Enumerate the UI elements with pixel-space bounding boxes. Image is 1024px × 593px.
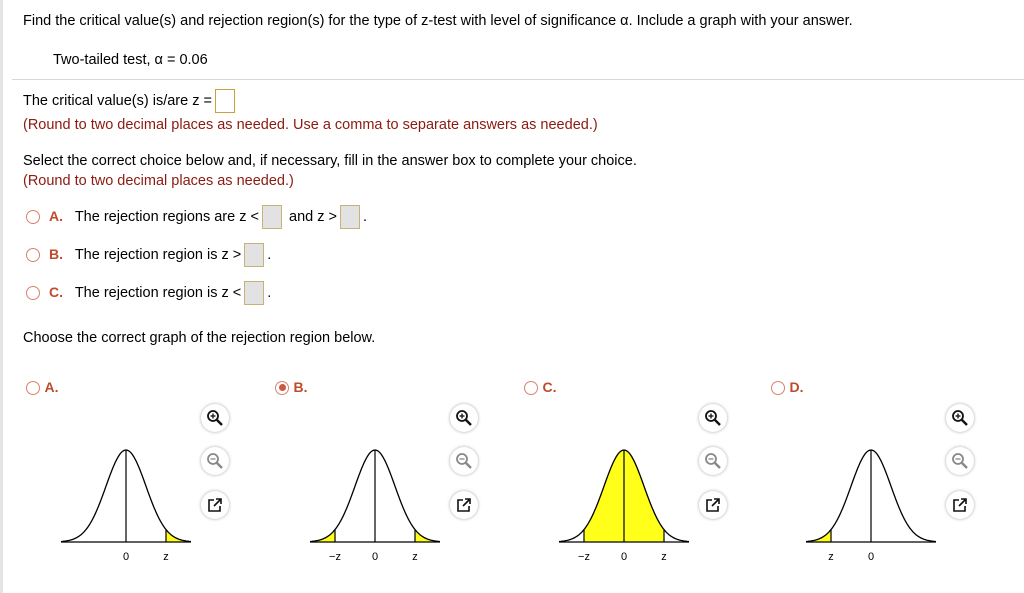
zoom-out-icon — [951, 452, 969, 470]
choice-a-letter: A. — [49, 207, 64, 224]
graph-d-letter: D. — [789, 379, 804, 395]
choice-c-radio[interactable] — [26, 286, 40, 300]
graph-option-b[interactable] — [275, 379, 307, 397]
open-new-window-icon — [456, 497, 472, 513]
divider — [12, 79, 1024, 80]
choice-a[interactable] — [26, 205, 367, 229]
graph-c-radio[interactable] — [524, 381, 538, 395]
period: . — [267, 246, 272, 263]
graph-d-tick-label: 0 — [867, 551, 875, 563]
graph-b-zoom-in-button[interactable] — [450, 404, 478, 432]
zoom-in-icon — [206, 409, 224, 427]
rejection-region — [310, 530, 335, 543]
rejection-region — [166, 530, 191, 543]
normal-curve — [310, 450, 440, 542]
question-text: Find the critical value(s) and rejection region(s) for the type of z-test with level of significance α. Include a graph with your answer. — [23, 13, 853, 29]
normal-curve — [806, 450, 936, 542]
open-new-window-icon — [705, 497, 721, 513]
rejection-region — [806, 530, 831, 543]
zoom-in-icon — [455, 409, 473, 427]
normal-curve — [559, 450, 689, 542]
graph-d-zoom-out-button[interactable] — [946, 447, 974, 475]
rejection-region — [415, 530, 440, 543]
graph-a-tick-label: z — [163, 551, 169, 563]
graph-option-c[interactable] — [524, 379, 556, 397]
graph-a-letter: A. — [44, 379, 59, 395]
graph-d-open-new-window-button[interactable] — [946, 491, 974, 519]
choice-c-input[interactable] — [244, 281, 264, 305]
choice-a-input-2[interactable] — [340, 205, 360, 229]
graph-b-open-new-window-button[interactable] — [450, 491, 478, 519]
critical-value-input[interactable] — [215, 89, 235, 113]
normal-curve — [61, 450, 191, 542]
choice-c-text: The rejection region is z < — [74, 284, 242, 301]
graph-c-zoom-in-button[interactable] — [699, 404, 727, 432]
graph-b-tick-label: 0 — [371, 551, 379, 563]
choice-b[interactable] — [26, 243, 271, 267]
choice-a-text-2: and z > — [289, 208, 337, 225]
zoom-in-icon — [951, 409, 969, 427]
graph-a-zoom-in-button[interactable] — [201, 404, 229, 432]
graph-c-letter: C. — [542, 379, 557, 395]
period: . — [362, 208, 368, 225]
choice-a-text: The rejection regions are z < — [74, 208, 259, 225]
select-hint: (Round to two decimal places as needed.) — [23, 173, 294, 189]
zoom-in-icon — [704, 409, 722, 427]
rejection-region — [584, 450, 664, 542]
choice-b-text: The rejection region is z > — [74, 246, 242, 263]
choice-c-letter: C. — [49, 283, 64, 300]
choice-a-input-1[interactable] — [262, 205, 282, 229]
graph-d-zoom-in-button[interactable] — [946, 404, 974, 432]
graph-d-tick-label: z — [828, 551, 834, 563]
select-instruction: Select the correct choice below and, if necessary, fill in the answer box to complete your choice. — [23, 153, 637, 169]
zoom-out-icon — [455, 452, 473, 470]
graph-b-tick-label: −z — [329, 551, 341, 563]
critical-value-label: The critical value(s) is/are z = — [23, 92, 212, 109]
graph-c-open-new-window-button[interactable] — [699, 491, 727, 519]
graph-c-tick-label: −z — [578, 551, 590, 563]
graph-c-tick-label: z — [661, 551, 667, 563]
graph-a-zoom-out-button[interactable] — [201, 447, 229, 475]
graph-b-letter: B. — [293, 379, 308, 395]
open-new-window-icon — [207, 497, 223, 513]
graph-d-radio[interactable] — [771, 381, 785, 395]
open-new-window-icon — [952, 497, 968, 513]
graph-b-tick-label: z — [412, 551, 418, 563]
graph-option-a[interactable] — [26, 379, 58, 397]
graph-b-zoom-out-button[interactable] — [450, 447, 478, 475]
graph-a-open-new-window-button[interactable] — [201, 491, 229, 519]
graph-c-tick-label: 0 — [620, 551, 628, 563]
graph-option-d[interactable] — [771, 379, 803, 397]
graph-prompt: Choose the correct graph of the rejection region below. — [23, 330, 376, 346]
zoom-out-icon — [206, 452, 224, 470]
period: . — [267, 284, 272, 301]
critical-hint: (Round to two decimal places as needed. Use a comma to separate answers as needed.) — [23, 117, 598, 133]
left-scrollbar[interactable] — [0, 0, 3, 593]
choice-c[interactable] — [26, 281, 271, 305]
choice-a-radio[interactable] — [26, 210, 40, 224]
graph-c-zoom-out-button[interactable] — [699, 447, 727, 475]
zoom-out-icon — [704, 452, 722, 470]
choice-b-radio[interactable] — [26, 248, 40, 262]
choice-b-letter: B. — [49, 245, 64, 262]
graph-a-radio[interactable] — [26, 381, 40, 395]
test-info: Two-tailed test, α = 0.06 — [53, 52, 208, 68]
graph-b-radio[interactable] — [275, 381, 289, 395]
graph-a-tick-label: 0 — [122, 551, 130, 563]
choice-b-input[interactable] — [244, 243, 264, 267]
critical-value-row — [23, 89, 238, 113]
